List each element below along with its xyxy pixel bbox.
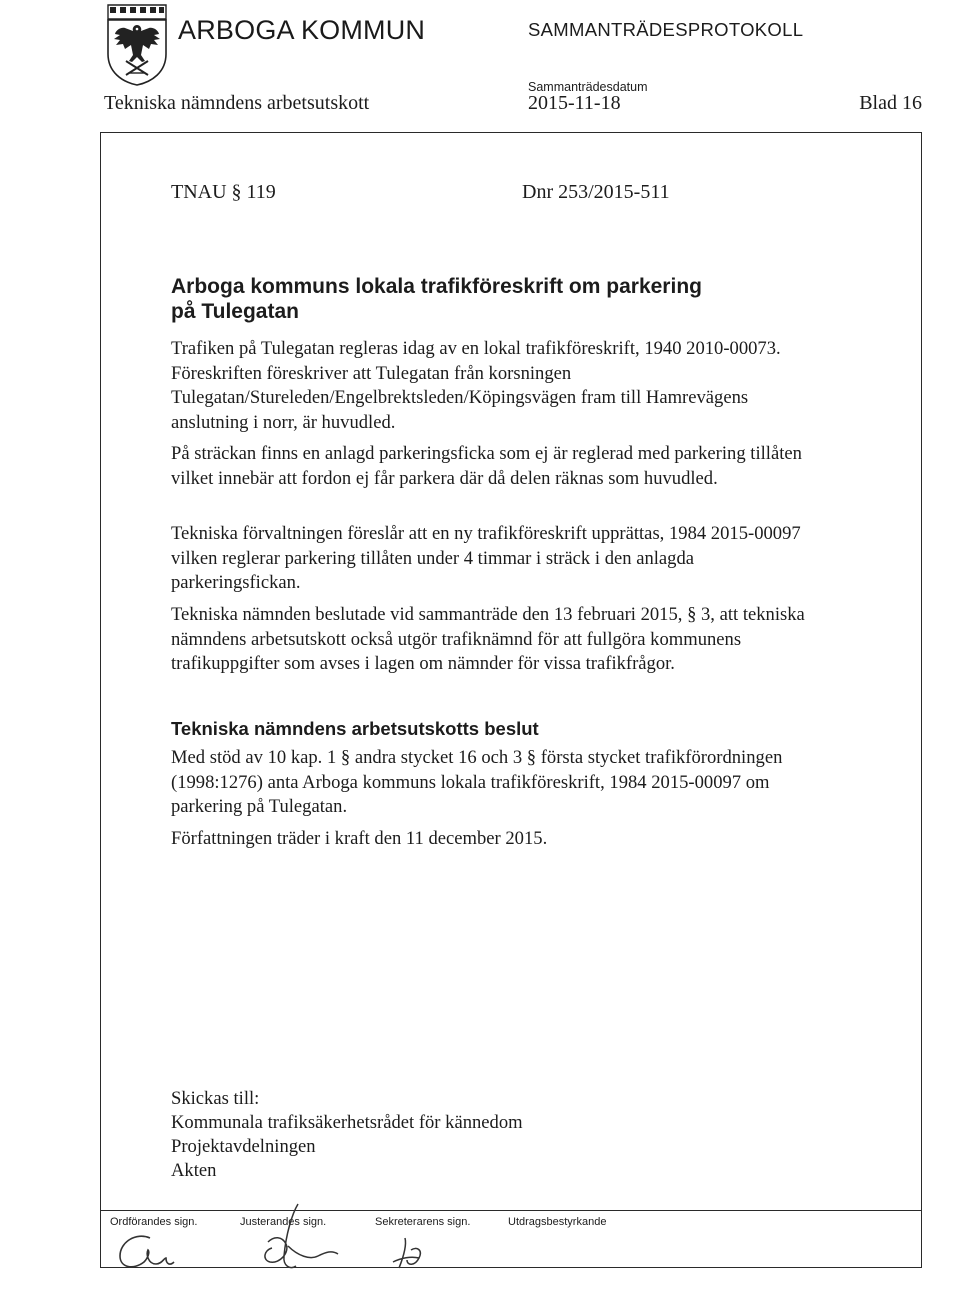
decision-heading: Tekniska nämndens arbetsutskotts beslut bbox=[171, 718, 539, 739]
chair-signature-mark bbox=[108, 1228, 198, 1278]
body-paragraph: På sträckan finns en anlagd parkeringsficka som ej är reglerad med parkering tillåten vilket innebär att fordon ej får parkera där då delen räknas som huvudled. bbox=[171, 443, 802, 489]
municipality-name: ARBOGA KOMMUN bbox=[178, 15, 426, 45]
distribution-item: Akten bbox=[171, 1160, 217, 1181]
page-number: Blad 16 bbox=[859, 92, 922, 114]
diary-number: Dnr 253/2015-511 bbox=[522, 181, 670, 203]
coat-of-arms-icon bbox=[104, 3, 170, 87]
chair-signature-label: Ordförandes sign. bbox=[110, 1216, 198, 1228]
case-title: Arboga kommuns lokala trafikföreskrift om parkering på Tulegatan bbox=[171, 275, 702, 323]
distribution-label: Skickas till: bbox=[171, 1088, 260, 1109]
body-paragraph: Trafiken på Tulegatan regleras idag av en lokal trafikföreskrift, 1940 2010-00073. Föreskriften föreskriver att Tulegatan från korsningen Tulegatan/Stureleden/Engelbrektsleden/Köpingsvägen fram till Hamrevägens anslutning i norr, är huvudled. bbox=[171, 338, 781, 433]
secretary-signature-label: Sekreterarens sign. bbox=[375, 1216, 471, 1228]
body-paragraph: Tekniska nämnden beslutade vid sammanträde den 13 februari 2015, § 3, att tekniska nämndens arbetsutskott också utgör trafiknämnd för att fullgöra kommunens trafikuppgifter som avses i lagen om nämnder för vissa trafikfrågor. bbox=[171, 604, 805, 674]
decision-paragraph: Författningen träder i kraft den 11 december 2015. bbox=[171, 828, 548, 849]
meeting-date: 2015-11-18 bbox=[528, 92, 621, 114]
distribution-item: Projektavdelningen bbox=[171, 1136, 316, 1157]
adjuster-signature-label: Justerandes sign. bbox=[240, 1216, 327, 1228]
document-type: SAMMANTRÄDESPROTOKOLL bbox=[528, 19, 804, 40]
date-label: Sammanträdesdatum bbox=[528, 80, 648, 94]
committee-name: Tekniska nämndens arbetsutskott bbox=[104, 92, 370, 114]
adjuster-signature-mark bbox=[238, 1196, 348, 1286]
distribution-item: Kommunala trafiksäkerhetsrådet för kännedom bbox=[171, 1112, 523, 1133]
paragraph-reference: TNAU § 119 bbox=[171, 181, 276, 203]
decision-paragraph: Med stöd av 10 kap. 1 § andra stycket 16 och 3 § första stycket trafikförordningen (1998:1276) anta Arboga kommuns lokala trafikföreskrift, 1984 2015-00097 om parkering på Tulegatan. bbox=[171, 747, 783, 817]
secretary-signature-mark bbox=[385, 1234, 435, 1282]
body-paragraph: Tekniska förvaltningen föreslår att en ny trafikföreskrift upprättas, 1984 2015-00097 vilken reglerar parkering tillåten under 4 timmar i sträck i den anlagda parkeringsfickan. bbox=[171, 523, 801, 593]
certification-label: Utdragsbestyrkande bbox=[508, 1216, 607, 1228]
signature-bar bbox=[100, 1210, 922, 1211]
